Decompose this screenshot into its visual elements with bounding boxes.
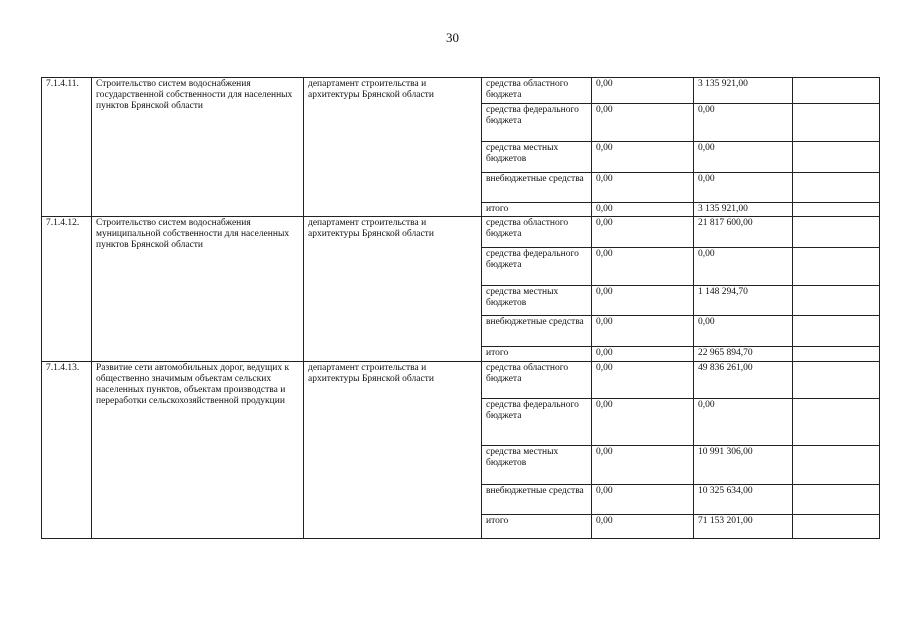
- empty-cell: [793, 217, 880, 248]
- value-1: 0,00: [592, 316, 694, 347]
- value-1: 0,00: [592, 248, 694, 286]
- source-label: внебюджетные средства: [482, 485, 592, 515]
- value-1: 0,00: [592, 104, 694, 142]
- item-executor: департамент строительства и архитектуры Брянской области: [304, 217, 482, 362]
- source-label: средства федерального бюджета: [482, 399, 592, 446]
- value-1: 0,00: [592, 515, 694, 539]
- value-1: 0,00: [592, 286, 694, 316]
- value-2: 0,00: [694, 142, 793, 173]
- source-label: средства местных бюджетов: [482, 286, 592, 316]
- value-1: 0,00: [592, 362, 694, 399]
- value-2: 3 135 921,00: [694, 203, 793, 217]
- source-label: средства областного бюджета: [482, 78, 592, 104]
- value-1: 0,00: [592, 347, 694, 362]
- empty-cell: [793, 78, 880, 104]
- source-label: итого: [482, 515, 592, 539]
- value-2: 49 836 261,00: [694, 362, 793, 399]
- source-label: внебюджетные средства: [482, 316, 592, 347]
- value-2: 22 965 894,70: [694, 347, 793, 362]
- item-code: 7.1.4.11.: [42, 78, 92, 217]
- item-name: Строительство систем водоснабжения муниципальной собственности для населенных пунктов Брянской области: [92, 217, 304, 362]
- value-2: 0,00: [694, 104, 793, 142]
- value-1: 0,00: [592, 446, 694, 485]
- empty-cell: [793, 104, 880, 142]
- item-executor: департамент строительства и архитектуры Брянской области: [304, 362, 482, 539]
- empty-cell: [793, 203, 880, 217]
- empty-cell: [793, 399, 880, 446]
- empty-cell: [793, 248, 880, 286]
- source-label: итого: [482, 347, 592, 362]
- empty-cell: [793, 485, 880, 515]
- table-row: [42, 362, 880, 399]
- item-executor: департамент строительства и архитектуры Брянской области: [304, 78, 482, 217]
- table-row: [42, 78, 880, 104]
- source-label: средства федерального бюджета: [482, 104, 592, 142]
- value-1: 0,00: [592, 203, 694, 217]
- value-2: 21 817 600,00: [694, 217, 793, 248]
- budget-table: [41, 77, 880, 539]
- value-1: 0,00: [592, 142, 694, 173]
- value-2: 71 153 201,00: [694, 515, 793, 539]
- source-label: внебюджетные средства: [482, 173, 592, 203]
- value-2: 0,00: [694, 248, 793, 286]
- value-1: 0,00: [592, 78, 694, 104]
- value-1: 0,00: [592, 399, 694, 446]
- value-2: 0,00: [694, 316, 793, 347]
- value-2: 1 148 294,70: [694, 286, 793, 316]
- value-2: 0,00: [694, 173, 793, 203]
- item-name: Развитие сети автомобильных дорог, ведущих к общественно значимым объектам сельских населенных пунктов, объектам производства и переработки сельскохозяйственной продукции: [92, 362, 304, 539]
- value-2: 0,00: [694, 399, 793, 446]
- page-number: 30: [446, 30, 459, 45]
- item-code: 7.1.4.12.: [42, 217, 92, 362]
- item-code: 7.1.4.13.: [42, 362, 92, 539]
- value-2: 10 991 306,00: [694, 446, 793, 485]
- empty-cell: [793, 362, 880, 399]
- source-label: средства областного бюджета: [482, 362, 592, 399]
- source-label: итого: [482, 203, 592, 217]
- value-1: 0,00: [592, 485, 694, 515]
- empty-cell: [793, 446, 880, 485]
- value-1: 0,00: [592, 217, 694, 248]
- source-label: средства местных бюджетов: [482, 142, 592, 173]
- value-2: 3 135 921,00: [694, 78, 793, 104]
- empty-cell: [793, 515, 880, 539]
- empty-cell: [793, 286, 880, 316]
- value-2: 10 325 634,00: [694, 485, 793, 515]
- value-1: 0,00: [592, 173, 694, 203]
- item-name: Строительство систем водоснабжения государственной собственности для населенных пунктов Брянской области: [92, 78, 304, 217]
- source-label: средства местных бюджетов: [482, 446, 592, 485]
- empty-cell: [793, 316, 880, 347]
- source-label: средства федерального бюджета: [482, 248, 592, 286]
- empty-cell: [793, 142, 880, 173]
- source-label: средства областного бюджета: [482, 217, 592, 248]
- empty-cell: [793, 173, 880, 203]
- empty-cell: [793, 347, 880, 362]
- table-row: [42, 217, 880, 248]
